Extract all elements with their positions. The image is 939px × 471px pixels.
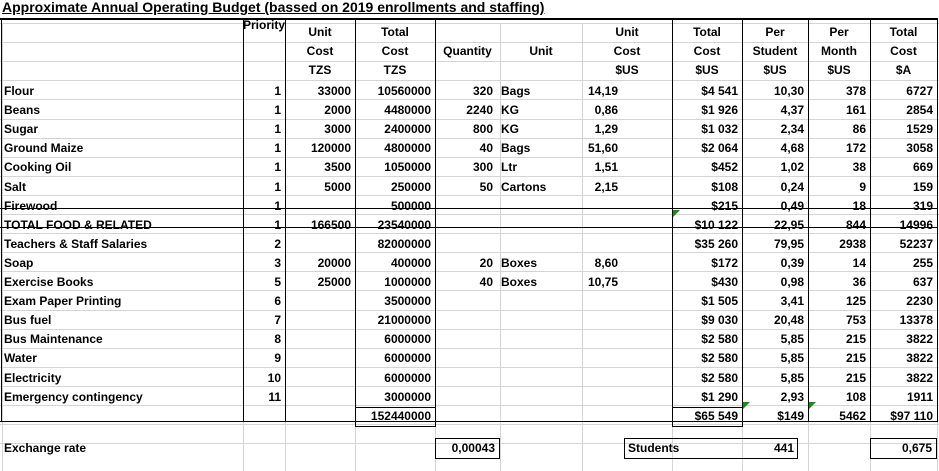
cell-qty: 40 bbox=[479, 141, 493, 156]
cell-total-usd: $1 290 bbox=[701, 389, 738, 404]
gridline-row bbox=[0, 23, 939, 24]
column-header: Cost bbox=[381, 44, 409, 58]
students-value: 441 bbox=[773, 441, 794, 455]
cell-total-tzs: 1050000 bbox=[384, 160, 431, 175]
column-header: $US bbox=[827, 63, 851, 77]
exchange-rate-label: Exchange rate bbox=[4, 441, 87, 455]
cell-priority: 6 bbox=[274, 294, 281, 309]
cell-unit-cost-tzs: 2000 bbox=[324, 103, 351, 118]
cell-per-student: 79,95 bbox=[773, 236, 804, 251]
cell-item: Water bbox=[4, 351, 37, 366]
gridline-row bbox=[0, 233, 939, 234]
cell-per-student: 0,49 bbox=[780, 198, 804, 213]
column-header: Cost bbox=[890, 44, 917, 58]
cell-per-month: 215 bbox=[845, 351, 866, 366]
cell-total-usd: $172 bbox=[711, 255, 738, 270]
students-label: Students bbox=[628, 441, 680, 455]
cell-total-tzs: 23540000 bbox=[377, 217, 431, 232]
cell-total-tzs: 500000 bbox=[390, 198, 431, 213]
cell-total-usd: $452 bbox=[711, 160, 738, 175]
gridline-row bbox=[0, 138, 939, 139]
cell-total-tzs: 2400000 bbox=[384, 122, 431, 137]
gridline-row bbox=[0, 80, 939, 81]
grand-total-total-usd: $65 549 bbox=[694, 408, 738, 423]
cell-unit-cost-tzs: 5000 bbox=[324, 179, 351, 194]
gridline-row bbox=[0, 157, 939, 158]
cell-total-aud: 3822 bbox=[906, 370, 933, 385]
cell-unit-usd: 2,15 bbox=[594, 179, 618, 194]
cell-total-aud: 6727 bbox=[906, 84, 933, 98]
cell-unit: Boxes bbox=[501, 255, 538, 270]
column-header: Unit bbox=[308, 25, 332, 39]
gridline-col bbox=[2, 23, 3, 471]
gridline-row bbox=[0, 271, 939, 272]
cell-total-aud: 14996 bbox=[899, 217, 933, 232]
gridline-row bbox=[0, 214, 939, 215]
cell-per-month: 844 bbox=[845, 217, 866, 232]
gridline-row bbox=[0, 329, 939, 330]
cell-per-student: 0,39 bbox=[780, 255, 804, 270]
border-col bbox=[937, 20, 938, 422]
cell-total-aud: 2854 bbox=[906, 103, 933, 118]
column-header: TZS bbox=[308, 63, 332, 77]
gridline-row bbox=[0, 252, 939, 253]
cell-total-aud: 3058 bbox=[906, 141, 933, 156]
cell-unit: Ltr bbox=[501, 160, 517, 175]
cell-per-month: 753 bbox=[845, 313, 866, 328]
cell-unit: KG bbox=[501, 103, 519, 118]
cell-per-month: 2938 bbox=[839, 236, 866, 251]
gridline-row bbox=[0, 424, 939, 425]
cell-item: Teachers & Staff Salaries bbox=[4, 236, 148, 251]
cell-unit-cost-tzs: 3000 bbox=[324, 122, 351, 137]
cell-qty: 320 bbox=[472, 84, 493, 98]
cell-per-month: 378 bbox=[845, 84, 866, 98]
grand-total-per-month: 5462 bbox=[839, 408, 866, 423]
cell-total-usd: $9 030 bbox=[701, 313, 738, 328]
cell-qty: 50 bbox=[479, 179, 493, 194]
cell-item: Bus fuel bbox=[4, 313, 52, 328]
cell-total-usd: $35 260 bbox=[694, 236, 738, 251]
cell-priority: 1 bbox=[274, 122, 281, 137]
sheet-title: Approximate Annual Operating Budget (bassed on 2019 enrollments and staffing) bbox=[2, 0, 545, 15]
cell-qty: 40 bbox=[479, 275, 493, 289]
column-header: Total bbox=[693, 25, 721, 39]
cell-per-month: 14 bbox=[852, 255, 866, 270]
cell-total-tzs: 21000000 bbox=[377, 313, 431, 328]
column-header: Total bbox=[889, 25, 918, 39]
cell-item: Exam Paper Printing bbox=[4, 294, 122, 309]
cell-unit: Bags bbox=[501, 141, 531, 156]
column-header: TZS bbox=[383, 63, 407, 77]
cell-qty: 300 bbox=[472, 160, 493, 175]
column-header: Per bbox=[765, 25, 785, 39]
column-header: Month bbox=[821, 44, 857, 58]
gridline-row bbox=[0, 367, 939, 368]
cell-total-tzs: 6000000 bbox=[384, 351, 431, 366]
cell-total-usd: $2 580 bbox=[701, 370, 738, 385]
column-header: Per bbox=[829, 25, 849, 39]
cell-priority: 5 bbox=[274, 275, 281, 289]
cell-unit-usd: 8,60 bbox=[594, 255, 618, 270]
exchange-rate-value: 0,00043 bbox=[451, 441, 495, 455]
column-header: $US bbox=[695, 63, 719, 77]
cell-total-aud: 159 bbox=[912, 179, 933, 194]
cell-per-month: 172 bbox=[845, 141, 866, 156]
cell-per-student: 20,48 bbox=[773, 313, 804, 328]
column-header: Cost bbox=[613, 44, 641, 58]
cell-total-aud: 3822 bbox=[906, 351, 933, 366]
cell-priority: 1 bbox=[274, 141, 281, 156]
cell-per-student: 2,34 bbox=[780, 122, 804, 137]
cell-total-tzs: 6000000 bbox=[384, 370, 431, 385]
cell-total-usd: $4 541 bbox=[701, 84, 738, 98]
cell-per-student: 3,41 bbox=[780, 294, 804, 309]
cell-priority: 3 bbox=[274, 255, 281, 270]
cell-total-aud: 669 bbox=[912, 160, 933, 175]
cell-total-tzs: 400000 bbox=[390, 255, 431, 270]
gridline-row bbox=[0, 42, 939, 43]
cell-per-month: 161 bbox=[845, 103, 866, 118]
cell-per-student: 22,95 bbox=[773, 217, 804, 232]
cell-total-tzs: 6000000 bbox=[384, 332, 431, 347]
gridline-row bbox=[0, 310, 939, 311]
cell-total-usd: $2 580 bbox=[701, 351, 738, 366]
cell-total-aud: 1529 bbox=[906, 122, 933, 137]
cell-total-aud: 2230 bbox=[906, 294, 933, 309]
cell-total-tzs: 3500000 bbox=[384, 294, 431, 309]
cell-total-tzs: 4480000 bbox=[384, 103, 431, 118]
column-header: Cost bbox=[306, 44, 334, 58]
cell-item: Exercise Books bbox=[4, 275, 94, 289]
cell-priority: 1 bbox=[274, 217, 281, 232]
column-header: Priority bbox=[243, 18, 286, 32]
cell-priority: 8 bbox=[274, 332, 281, 347]
cell-unit-usd: 10,75 bbox=[587, 275, 618, 289]
cell-per-student: 5,85 bbox=[780, 370, 804, 385]
cell-priority: 1 bbox=[274, 103, 281, 118]
column-header: $A bbox=[895, 63, 912, 77]
cell-per-month: 125 bbox=[845, 294, 866, 309]
grand-total-total-tzs: 152440000 bbox=[370, 408, 431, 423]
cell-total-usd: $1 926 bbox=[701, 103, 738, 118]
cell-total-aud: 52237 bbox=[899, 236, 933, 251]
cell-unit-usd: 0,86 bbox=[594, 103, 618, 118]
border-row bbox=[0, 18, 938, 20]
cell-per-month: 215 bbox=[845, 370, 866, 385]
cell-priority: 1 bbox=[274, 160, 281, 175]
column-header: Total bbox=[381, 25, 409, 39]
cell-priority: 10 bbox=[267, 370, 281, 385]
cell-total-aud: 3822 bbox=[906, 332, 933, 347]
cell-unit-usd: 1,51 bbox=[594, 160, 618, 175]
cell-unit-usd: 51,60 bbox=[587, 141, 618, 156]
cell-per-month: 36 bbox=[852, 275, 866, 289]
border-col bbox=[1, 20, 2, 422]
column-header: Unit bbox=[529, 44, 553, 58]
gridline-row bbox=[0, 348, 939, 349]
cell-priority: 7 bbox=[274, 313, 281, 328]
cell-per-student: 5,85 bbox=[780, 332, 804, 347]
column-header: $US bbox=[763, 63, 787, 77]
grand-total-per-student: $149 bbox=[777, 408, 804, 423]
cell-total-usd: $10 122 bbox=[694, 217, 738, 232]
cell-qty: 20 bbox=[479, 255, 493, 270]
cell-item: Cooking Oil bbox=[4, 160, 72, 175]
cell-unit-cost-tzs: 33000 bbox=[317, 84, 351, 98]
cell-priority: 1 bbox=[274, 179, 281, 194]
cell-total-aud: 319 bbox=[912, 198, 933, 213]
cell-item: Firewood bbox=[4, 198, 58, 213]
cell-per-month: 18 bbox=[852, 198, 866, 213]
cell-total-aud: 637 bbox=[912, 275, 933, 289]
cell-per-month: 108 bbox=[845, 389, 866, 404]
column-header: Student bbox=[752, 44, 798, 58]
cell-per-month: 38 bbox=[852, 160, 866, 175]
cell-item: Electricity bbox=[4, 370, 62, 385]
aud-rate-value: 0,675 bbox=[901, 441, 932, 455]
cell-unit: KG bbox=[501, 122, 519, 137]
cell-total-usd: $2 064 bbox=[701, 141, 738, 156]
cell-priority: 2 bbox=[274, 236, 281, 251]
cell-item: Emergency contingency bbox=[4, 389, 143, 404]
gridline-row bbox=[0, 119, 939, 120]
cell-item: TOTAL FOOD & RELATED bbox=[4, 217, 152, 232]
cell-item: Salt bbox=[4, 179, 27, 194]
cell-total-usd: $1 505 bbox=[701, 294, 738, 309]
cell-item: Soap bbox=[4, 255, 34, 270]
cell-per-student: 0,98 bbox=[780, 275, 804, 289]
cell-total-usd: $430 bbox=[711, 275, 738, 289]
cell-item: Sugar bbox=[4, 122, 39, 137]
cell-unit: Boxes bbox=[501, 275, 538, 289]
cell-item: Ground Maize bbox=[4, 141, 84, 156]
gridline-row bbox=[0, 99, 939, 100]
cell-total-usd: $2 580 bbox=[701, 332, 738, 347]
cell-qty: 2240 bbox=[466, 103, 493, 118]
cell-per-student: 1,02 bbox=[780, 160, 804, 175]
gridline-row bbox=[0, 290, 939, 291]
cell-unit: Cartons bbox=[501, 179, 547, 194]
cell-per-month: 86 bbox=[852, 122, 866, 137]
cell-unit-usd: 1,29 bbox=[594, 122, 618, 137]
cell-priority: 9 bbox=[274, 351, 281, 366]
cell-per-month: 215 bbox=[845, 332, 866, 347]
column-header: Unit bbox=[615, 25, 639, 39]
cell-item: Bus Maintenance bbox=[4, 332, 103, 347]
cell-unit-cost-tzs: 3500 bbox=[324, 160, 351, 175]
error-indicator-icon bbox=[673, 210, 680, 217]
column-header: $US bbox=[615, 63, 639, 77]
cell-per-student: 4,68 bbox=[780, 141, 804, 156]
cell-unit-usd: 14,19 bbox=[587, 84, 618, 98]
cell-unit: Bags bbox=[501, 84, 531, 98]
cell-total-tzs: 250000 bbox=[390, 179, 431, 194]
gridline-row bbox=[0, 386, 939, 387]
cell-per-student: 2,93 bbox=[780, 389, 804, 404]
cell-per-student: 0,24 bbox=[780, 179, 804, 194]
cell-per-student: 10,30 bbox=[773, 84, 804, 98]
gridline-row bbox=[0, 176, 939, 177]
border-col bbox=[435, 20, 436, 422]
cell-total-tzs: 4800000 bbox=[384, 141, 431, 156]
gridline-row bbox=[0, 405, 939, 406]
grand-total-total-aud: $97 110 bbox=[890, 408, 933, 423]
cell-total-tzs: 1000000 bbox=[384, 275, 431, 289]
cell-total-usd: $108 bbox=[711, 179, 738, 194]
cell-priority: 1 bbox=[274, 84, 281, 98]
cell-total-aud: 13378 bbox=[899, 313, 933, 328]
cell-total-tzs: 82000000 bbox=[377, 236, 431, 251]
cell-total-usd: $1 032 bbox=[701, 122, 738, 137]
cell-priority: 11 bbox=[268, 389, 281, 404]
cell-unit-cost-tzs: 166500 bbox=[310, 217, 351, 232]
cell-total-usd: $215 bbox=[711, 198, 738, 213]
cell-item: Flour bbox=[4, 84, 34, 98]
cell-per-student: 5,85 bbox=[780, 351, 804, 366]
cell-unit-cost-tzs: 25000 bbox=[317, 275, 351, 289]
cell-per-student: 4,37 bbox=[780, 103, 804, 118]
cell-qty: 800 bbox=[472, 122, 493, 137]
cell-total-tzs: 10560000 bbox=[377, 84, 431, 98]
cell-unit-cost-tzs: 120000 bbox=[310, 141, 351, 156]
cell-unit-cost-tzs: 20000 bbox=[317, 255, 351, 270]
gridline-row bbox=[0, 195, 939, 196]
cell-item: Beans bbox=[4, 103, 41, 118]
cell-per-month: 9 bbox=[859, 179, 866, 194]
cell-total-aud: 1911 bbox=[906, 389, 933, 404]
column-header: Quantity bbox=[443, 44, 492, 58]
cell-total-aud: 255 bbox=[912, 255, 933, 270]
column-header: Cost bbox=[693, 44, 721, 58]
cell-priority: 1 bbox=[274, 198, 281, 213]
cell-total-tzs: 3000000 bbox=[384, 389, 431, 404]
